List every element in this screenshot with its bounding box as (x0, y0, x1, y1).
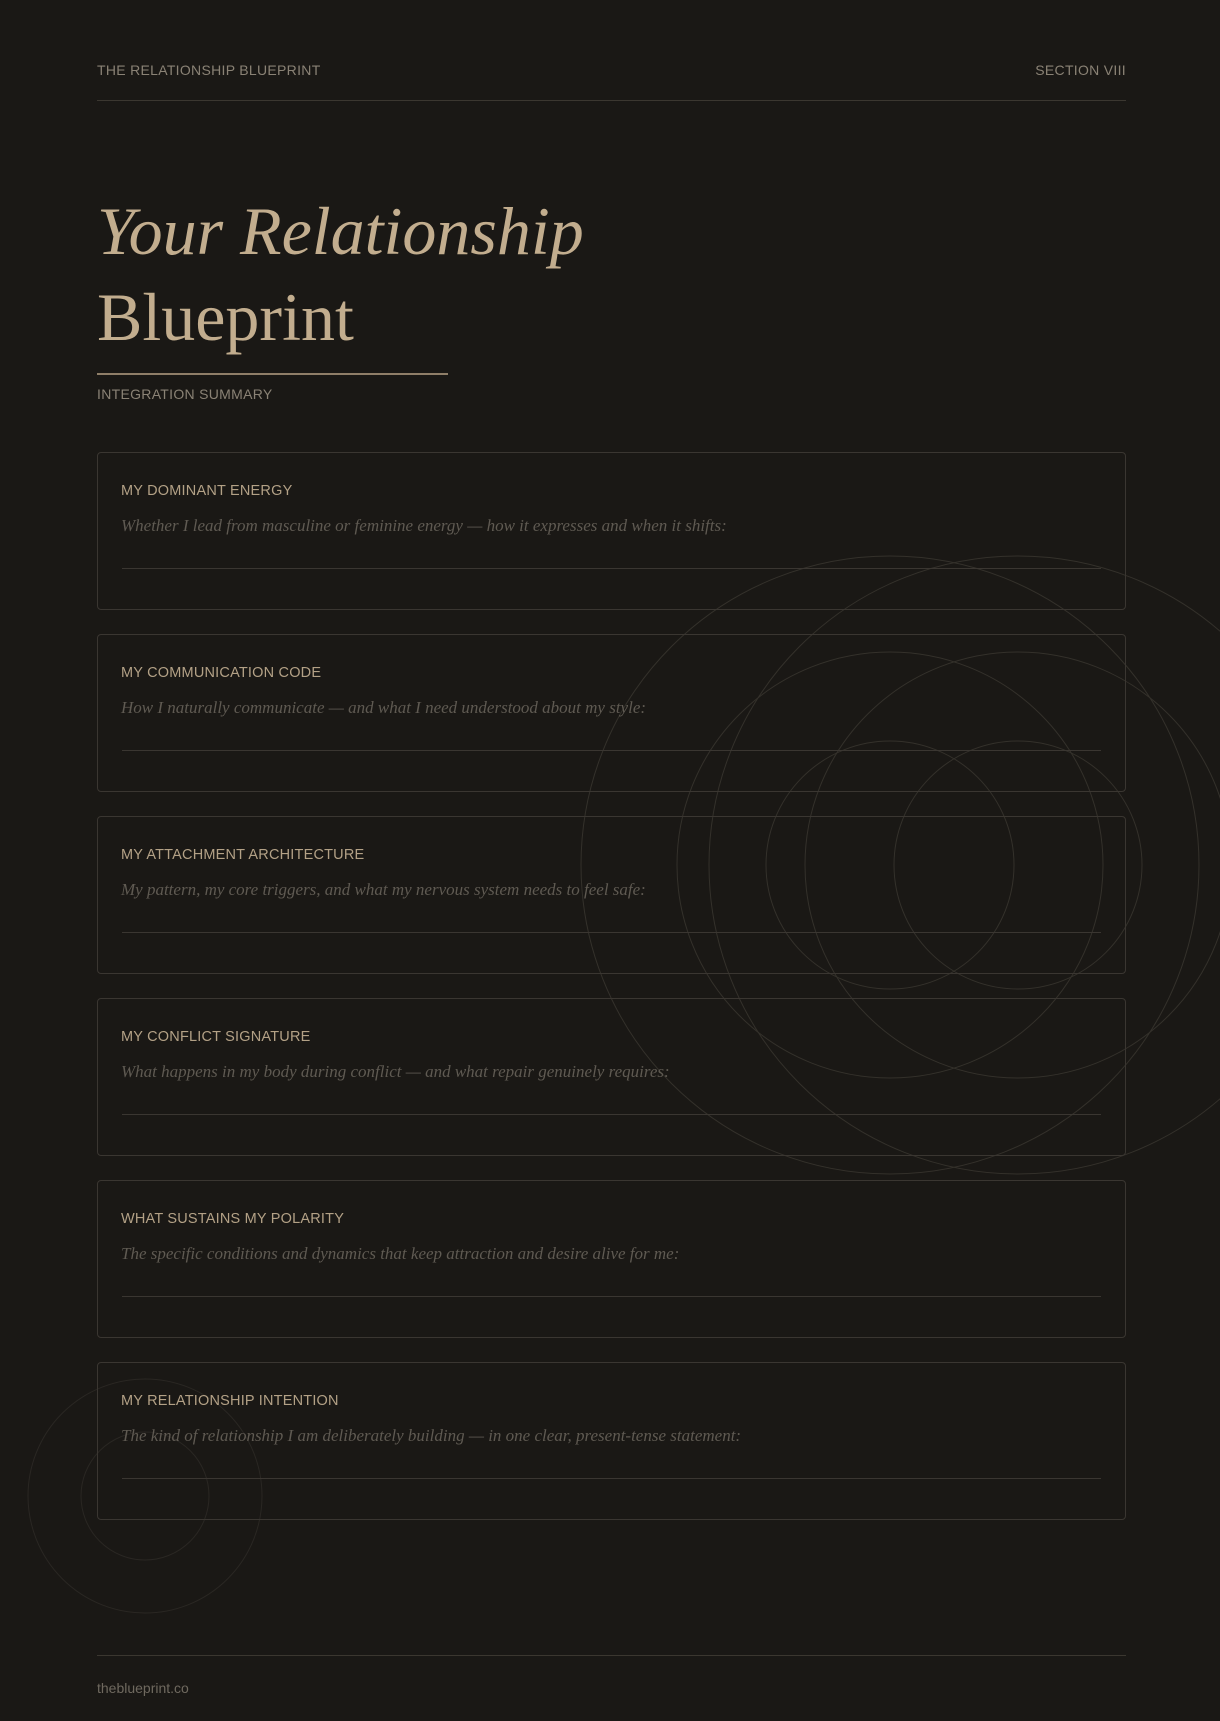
answer-line[interactable] (122, 750, 1101, 751)
title-underline (97, 373, 448, 375)
header-title: THE RELATIONSHIP BLUEPRINT (97, 62, 321, 78)
card-prompt: The specific conditions and dynamics that keep attraction and desire alive for me: (121, 1244, 680, 1263)
answer-line[interactable] (122, 1296, 1101, 1297)
summary-card-dominant-energy (97, 452, 1126, 610)
summary-cards (97, 452, 1126, 1544)
card-prompt: Whether I lead from masculine or feminine energy — how it expresses and when it shifts: (121, 516, 727, 535)
card-label: WHAT SUSTAINS MY POLARITY (121, 1211, 345, 1227)
summary-card-polarity (97, 1180, 1126, 1338)
page-title (97, 188, 584, 363)
card-label: MY CONFLICT SIGNATURE (121, 1029, 311, 1045)
summary-card-attachment-architecture (97, 816, 1126, 974)
card-label: MY RELATIONSHIP INTENTION (121, 1393, 339, 1409)
card-prompt: What happens in my body during conflict — and what repair genuinely requires: (121, 1062, 670, 1081)
card-label: MY DOMINANT ENERGY (121, 483, 293, 499)
answer-line[interactable] (122, 932, 1101, 933)
card-prompt: The kind of relationship I am deliberately building — in one clear, present-tense statement: (121, 1426, 742, 1445)
footer-website: theblueprint.co (97, 1680, 189, 1696)
card-label: MY ATTACHMENT ARCHITECTURE (121, 847, 365, 863)
answer-line[interactable] (122, 1114, 1101, 1115)
summary-card-conflict-signature (97, 998, 1126, 1156)
card-prompt: My pattern, my core triggers, and what my nervous system needs to feel safe: (121, 880, 646, 899)
page-subtitle: INTEGRATION SUMMARY (97, 386, 273, 402)
summary-card-communication-code (97, 634, 1126, 792)
page-title-line2: Blueprint (97, 279, 354, 355)
answer-line[interactable] (122, 1478, 1101, 1479)
summary-card-relationship-intention (97, 1362, 1126, 1520)
card-prompt: How I naturally communicate — and what I need understood about my style: (121, 698, 647, 717)
card-label: MY COMMUNICATION CODE (121, 665, 322, 681)
answer-line[interactable] (122, 568, 1101, 569)
page-title-line1: Your Relationship (97, 193, 584, 269)
footer-divider (97, 1655, 1126, 1656)
page-header (97, 62, 1126, 101)
section-label: SECTION VIII (1035, 62, 1126, 78)
